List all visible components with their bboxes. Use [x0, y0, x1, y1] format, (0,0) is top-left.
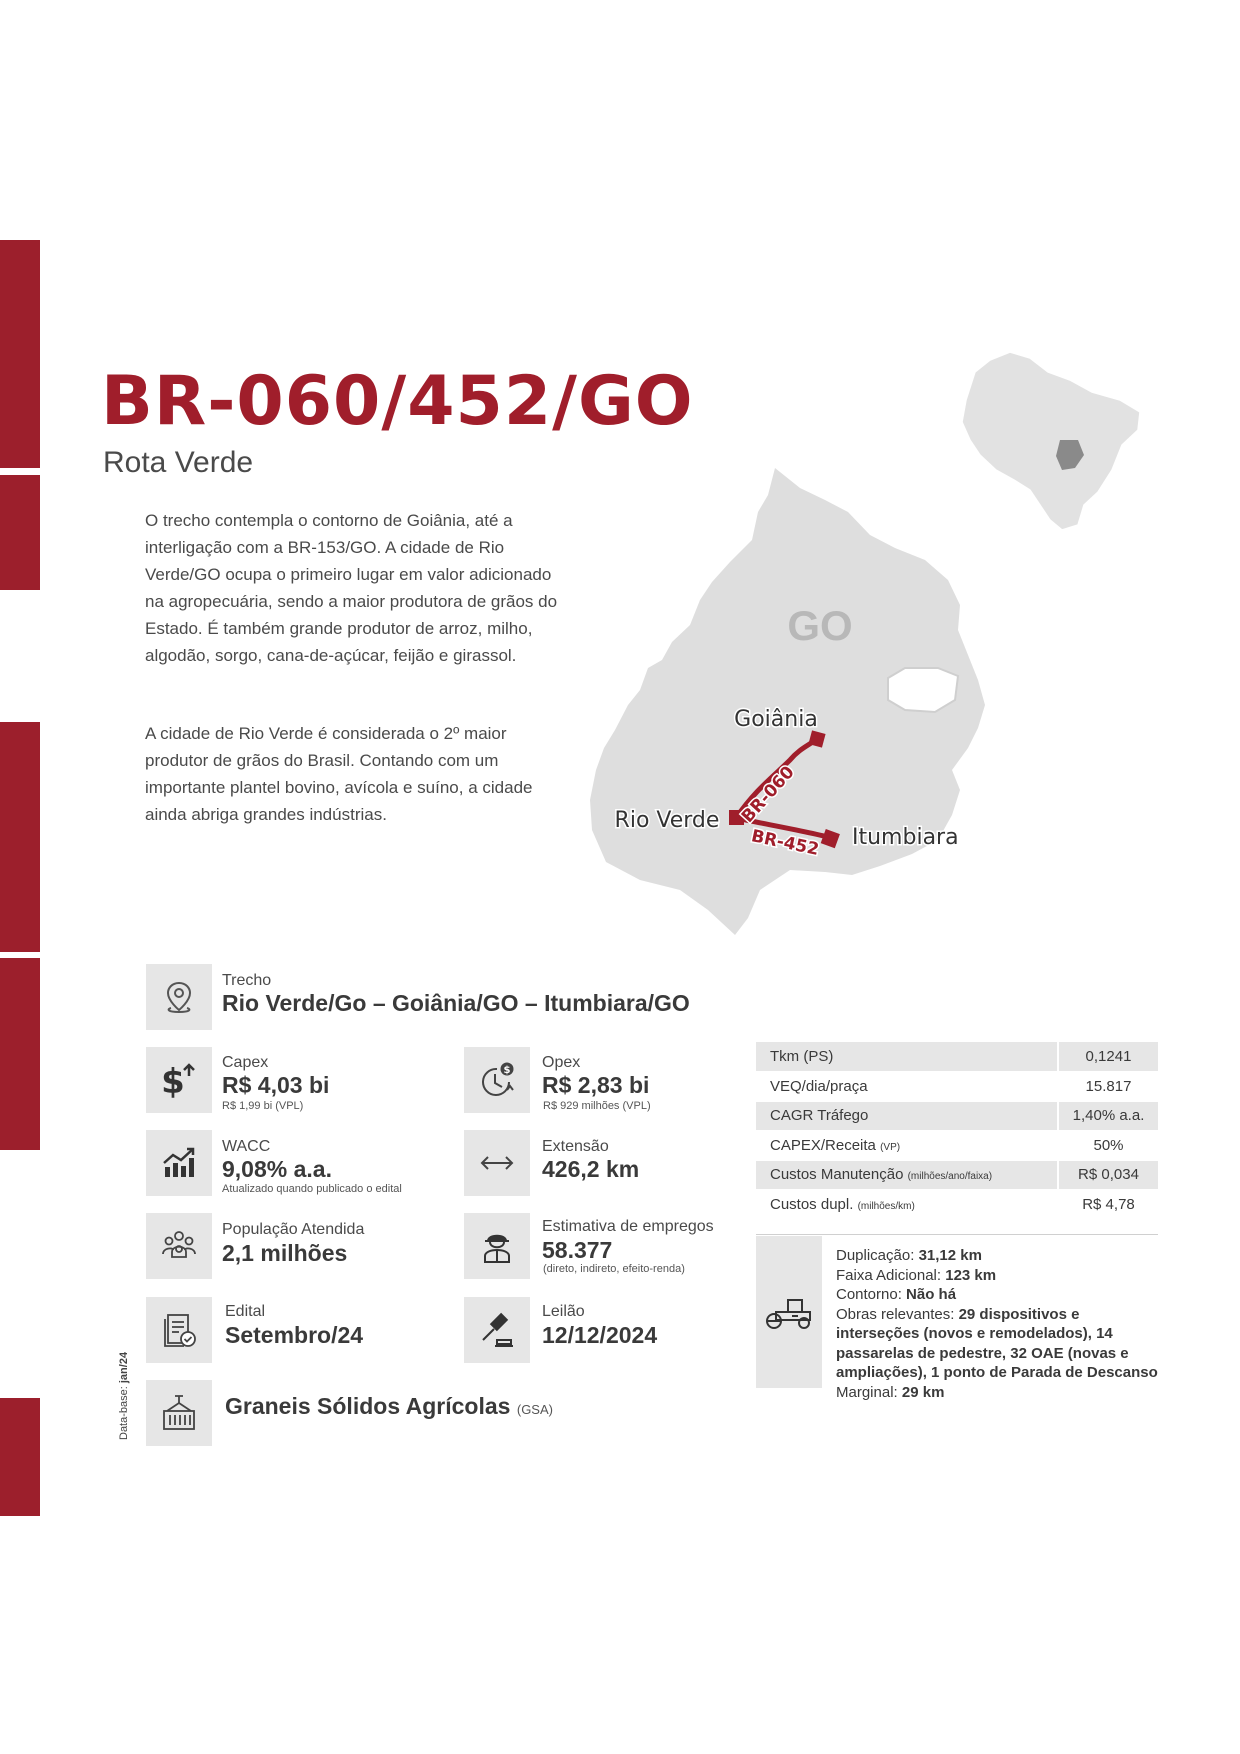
metric-value: R$ 4,78 — [1058, 1190, 1158, 1220]
trecho-icon-box — [146, 964, 212, 1030]
capex-value: R$ 4,03 bi — [222, 1072, 330, 1098]
city-label-itumbiara: Itumbiara — [852, 825, 959, 850]
empregos-sub: (direto, indireto, efeito-renda) — [543, 1263, 685, 1275]
empregos-value: 58.377 — [542, 1237, 613, 1263]
brazil-inset-map — [962, 352, 1140, 530]
edital-label: Edital — [225, 1303, 266, 1320]
carga-name: Graneis Sólidos Agrícolas — [225, 1393, 511, 1419]
capex-sub: R$ 1,99 bi (VPL) — [222, 1100, 304, 1112]
metric-label: CAGR Tráfego — [756, 1101, 1058, 1131]
metric-label: Custos dupl. (milhões/km) — [756, 1190, 1058, 1220]
leilao-icon-box — [464, 1297, 530, 1363]
side-accent-bar — [0, 475, 40, 590]
intro-paragraph: O trecho contempla o contorno de Goiânia, até a interligação com a BR-153/GO. A cidade de Rio Verde/GO ocupa o primeiro lugar em valor adicionado na agropecuária, sendo a maior produtora de grãos do Estado. É também grande produtor de arroz, milho, algodão, sorgo, cana-de-açúcar, feijão e girassol. — [145, 511, 558, 665]
city-label-rio-verde: Rio Verde — [614, 808, 720, 833]
double-arrow-icon — [477, 1143, 517, 1183]
empregos-label: Estimativa de empregos — [542, 1218, 714, 1235]
metric-value: 0,1241 — [1058, 1042, 1158, 1072]
br060-label: BR-060 — [737, 762, 799, 827]
opex-value: R$ 2,83 bi — [542, 1072, 650, 1098]
table-row — [756, 1190, 1158, 1220]
worker-icon — [477, 1226, 517, 1266]
metric-label: Custos Manutenção (milhões/ano/faixa) — [756, 1160, 1058, 1190]
divider — [756, 1234, 1158, 1235]
works-icon-box — [756, 1236, 822, 1388]
populacao-icon-box — [146, 1213, 212, 1279]
metric-label: VEQ/dia/praça — [756, 1072, 1058, 1102]
document-check-icon — [159, 1310, 199, 1350]
route-map — [570, 340, 1170, 940]
edital-icon-box — [146, 1297, 212, 1363]
road-roller-icon — [762, 1292, 816, 1332]
capex-icon-box — [146, 1047, 212, 1113]
leilao-value: 12/12/2024 — [542, 1322, 658, 1348]
trecho-value: Rio Verde/Go – Goiânia/GO – Itumbiara/GO — [222, 990, 690, 1016]
edital-value: Setembro/24 — [225, 1322, 364, 1348]
carga-unit: (GSA) — [516, 1402, 553, 1417]
city-label-goiania: Goiânia — [734, 707, 818, 732]
populacao-value: 2,1 milhões — [222, 1240, 348, 1266]
br452-label: BR-452 — [749, 826, 821, 861]
trecho-label: Trecho — [222, 972, 272, 989]
clock-dollar-icon — [477, 1060, 517, 1100]
extensao-label: Extensão — [542, 1138, 609, 1155]
gavel-icon — [477, 1310, 517, 1350]
opex-sub: R$ 929 milhões (VPL) — [543, 1100, 651, 1112]
works-description — [836, 1246, 1166, 1402]
metrics-table — [756, 1042, 1158, 1220]
svg-text:$: $ — [161, 1062, 185, 1100]
table-row — [756, 1101, 1158, 1131]
intro-paragraph: A cidade de Rio Verde é considerada o 2º maior produtor de grãos do Brasil. Contando com um importante plantel bovino, avícola e suíno, a cidade ainda abriga grandes indústrias. — [145, 724, 533, 824]
metric-label: Tkm (PS) — [756, 1042, 1058, 1072]
wacc-value: 9,08% a.a. — [222, 1156, 332, 1182]
side-accent-bar — [0, 240, 40, 468]
date-base — [118, 1352, 130, 1440]
extensao-value: 426,2 km — [542, 1156, 640, 1182]
wacc-label: WACC — [222, 1138, 271, 1155]
metric-label: CAPEX/Receita (VP) — [756, 1131, 1058, 1161]
wacc-icon-box — [146, 1130, 212, 1196]
metric-value: 15.817 — [1058, 1072, 1158, 1102]
table-row — [756, 1042, 1158, 1072]
date-base-label: Data-base: — [118, 1386, 130, 1440]
container-icon — [159, 1393, 199, 1433]
dollar-arrow-icon — [159, 1060, 199, 1100]
leilao-label: Leilão — [542, 1303, 585, 1320]
extensao-icon-box — [464, 1130, 530, 1196]
opex-icon-box — [464, 1047, 530, 1113]
empregos-icon-box — [464, 1213, 530, 1279]
page-title: BR-060/452/GO — [101, 362, 694, 441]
side-accent-bar — [0, 958, 40, 1150]
table-row — [756, 1131, 1158, 1161]
people-icon — [159, 1226, 199, 1266]
wacc-sub: Atualizado quando publicado o edital — [222, 1183, 402, 1195]
carga-value — [225, 1393, 553, 1420]
date-base-value: jan/24 — [118, 1351, 130, 1384]
opex-label: Opex — [542, 1054, 581, 1071]
side-accent-bar — [0, 1398, 40, 1516]
location-pin-icon — [159, 977, 199, 1017]
works-marginal: Marginal: 29 km — [836, 1383, 945, 1401]
df-shape — [888, 668, 958, 712]
page-subtitle: Rota Verde — [103, 446, 254, 479]
table-row — [756, 1160, 1158, 1190]
table-row — [756, 1072, 1158, 1102]
works-faixa: Faixa Adicional: 123 km — [836, 1266, 997, 1284]
metric-value: 1,40% a.a. — [1058, 1101, 1158, 1131]
growth-chart-icon — [159, 1143, 199, 1183]
carga-icon-box — [146, 1380, 212, 1446]
metric-value: R$ 0,034 — [1058, 1160, 1158, 1190]
works-contorno: Contorno: Não há — [836, 1286, 957, 1303]
side-accent-bar — [0, 722, 40, 952]
works-obras: Obras relevantes: 29 dispositivos e interseções (novos e remodelados), 14 passarelas de pedestre, 32 OAE (novas e ampliações), 1 ponto de Parada de Descanso — [836, 1305, 1158, 1381]
metric-value: 50% — [1058, 1131, 1158, 1161]
works-duplicacao: Duplicação: 31,12 km — [836, 1247, 982, 1264]
svg-text:$: $ — [503, 1065, 511, 1076]
populacao-label: População Atendida — [222, 1221, 365, 1238]
map-state-label: GO — [787, 602, 853, 649]
capex-label: Capex — [222, 1054, 269, 1071]
